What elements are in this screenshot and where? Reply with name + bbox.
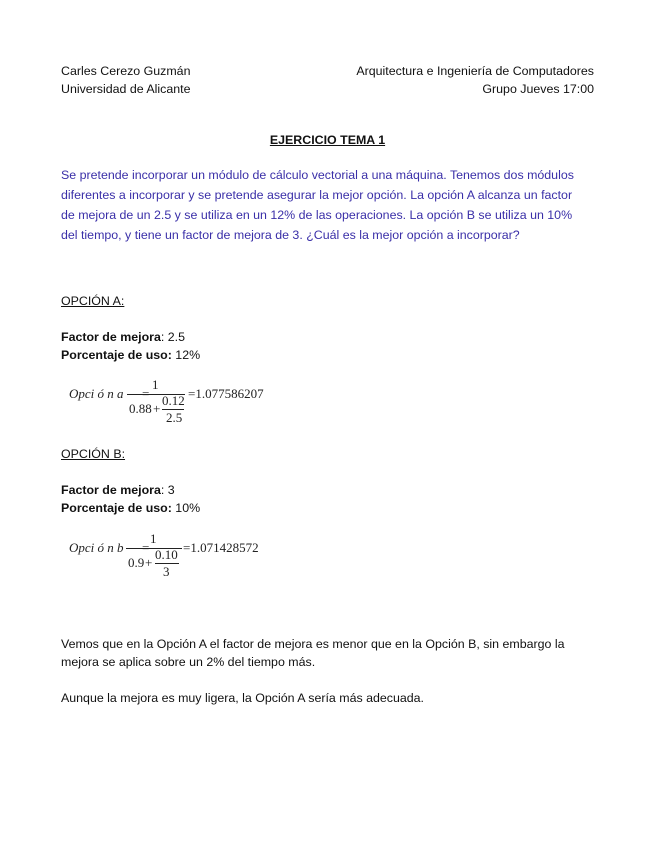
formula-plus: + xyxy=(153,401,161,416)
option-b-usage xyxy=(61,499,200,517)
factor-value: : 2.5 xyxy=(160,330,185,344)
author-name: Carles Cerezo Guzmán xyxy=(61,64,191,78)
formula-result: =1.071428572 xyxy=(183,540,259,555)
option-a-heading: OPCIÓN A: xyxy=(61,294,125,308)
university-name: Universidad de Alicante xyxy=(61,82,191,96)
factor-label: Factor de mejora xyxy=(61,483,161,497)
conclusion-line: mejora se aplica sobre un 2% del tiempo más. xyxy=(61,655,316,669)
conclusion-line: Vemos que en la Opción A el factor de mejora es menor que en la Opción B, sin embargo la xyxy=(61,637,565,651)
problem-statement xyxy=(61,165,601,245)
statement-line: diferentes a incorporar y se pretende asegurar la mejor opción. La opción A alcanza un factor xyxy=(61,188,573,202)
factor-value: : 3 xyxy=(160,483,175,497)
document-title: EJERCICIO TEMA 1 xyxy=(269,133,386,147)
statement-line: del tiempo, y tiene un factor de mejora de 3. ¿Cuál es la mejor opción a incorporar? xyxy=(61,228,520,242)
formula-inner-denominator: 3 xyxy=(163,564,170,579)
formula-denominator-base: 0.88 xyxy=(129,401,152,416)
course-name: Arquitectura e Ingeniería de Computadores xyxy=(356,64,594,78)
final-remark: Aunque la mejora es muy ligera, la Opción A sería más adecuada. xyxy=(61,691,424,705)
option-a-factor xyxy=(61,328,185,346)
formula-inner-denominator: 2.5 xyxy=(166,410,183,425)
formula-numerator: 1 xyxy=(152,377,159,392)
usage-value: 10% xyxy=(171,501,201,515)
group-name: Grupo Jueves 17:00 xyxy=(482,82,594,96)
formula-denominator-base: 0.9 xyxy=(128,555,145,570)
option-b-heading: OPCIÓN B: xyxy=(61,447,126,461)
formula-lhs: Opci ó n a xyxy=(69,386,124,401)
usage-value: 12% xyxy=(171,348,201,362)
formula-numerator: 1 xyxy=(150,531,157,546)
formula-lhs: Opci ó n b xyxy=(69,540,124,555)
formula-inner-numerator: 0.10 xyxy=(155,547,178,562)
usage-label: Porcentaje de uso: xyxy=(61,501,172,515)
formula-plus: + xyxy=(145,555,153,570)
usage-label: Porcentaje de uso: xyxy=(61,348,172,362)
statement-line: Se pretende incorporar un módulo de cálculo vectorial a una máquina. Tenemos dos módulos xyxy=(61,168,574,182)
formula-inner-numerator: 0.12 xyxy=(162,393,185,408)
option-a-usage xyxy=(61,346,200,364)
option-b-factor xyxy=(61,481,175,499)
formula-result: =1.077586207 xyxy=(188,386,264,401)
statement-line: de mejora de un 2.5 y se utiliza en un 12% de las operaciones. La opción B se utiliza un 10% xyxy=(61,208,573,222)
factor-label: Factor de mejora xyxy=(61,330,161,344)
